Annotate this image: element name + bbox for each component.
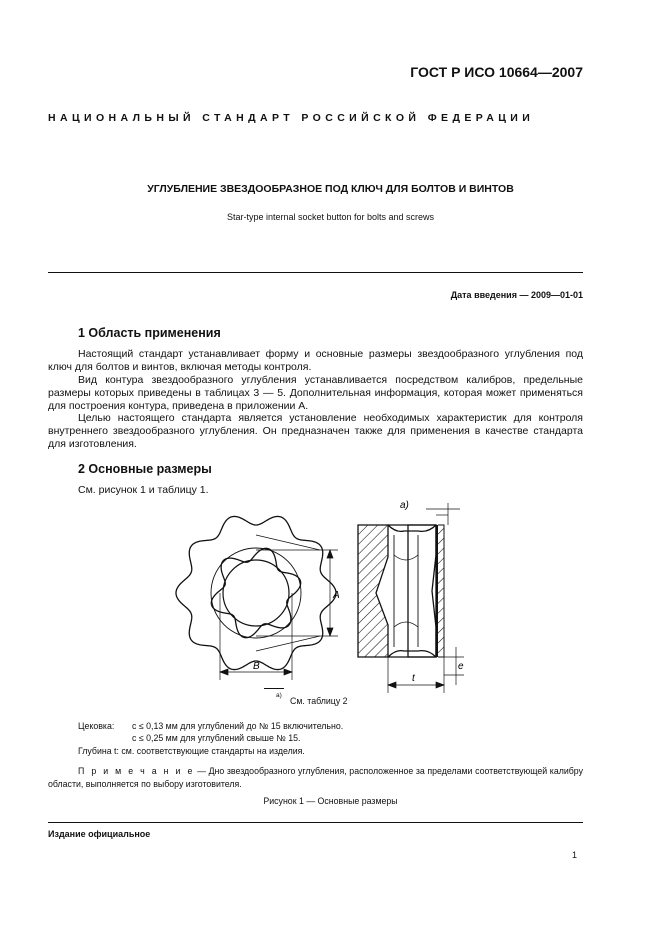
label-a-marker: a) [400,500,409,511]
footnote-mark: a) [276,692,282,699]
outer-circle-A [211,548,301,638]
edition-label: Издание официальное [48,829,151,839]
star-recess-outline [211,548,300,637]
dim-ext-bottom [256,636,320,651]
socket-section-view-drawing [348,495,468,695]
section-1-heading: 1 Область применения [78,326,221,340]
note-label: П р и м е ч а н и е [78,766,195,776]
label-A: A [333,590,340,601]
inner-circle-B [223,560,289,626]
countersink-label: Цековка: [78,721,115,731]
figure-note [48,765,583,791]
label-t: t [412,673,415,684]
label-e: e [458,661,464,672]
depth-line: Глубина t: см. соответствующие стандарты на изделия. [78,746,305,756]
label-B: B [253,661,260,672]
section-outline [388,525,436,657]
section-2-heading: 2 Основные размеры [78,462,212,476]
countersink-line-2: c ≤ 0,25 мм для углублений свыше № 15. [132,733,301,743]
footer-divider [48,822,583,823]
socket-top-view-drawing [170,505,360,690]
footnote-rule [264,688,284,689]
document-title: УГЛУБЛЕНИЕ ЗВЕЗДООБРАЗНОЕ ПОД КЛЮЧ ДЛЯ БОЛТОВ И ВИНТОВ [147,183,514,195]
scalloped-head-outline [176,516,336,669]
section-2-paragraph: См. рисунок 1 и таблицу 1. [78,484,209,496]
figure-caption: Рисунок 1 — Основные размеры [263,796,398,806]
note-text: — Дно звездообразного углубления, расположенное за пределами соответствующей калибру области, выполняется по выбору изготовителя. [48,766,583,789]
footnote-text: См. таблицу 2 [290,696,348,706]
title-divider [48,272,583,273]
page-number: 1 [571,850,577,860]
section-1-paragraph-1: Настоящий стандарт устанавливает форму и основные размеры звездообразного углубления под ключ для болтов и винтов, включая методы контроля. [48,348,583,373]
national-standard-heading: НАЦИОНАЛЬНЫЙ СТАНДАРТ РОССИЙСКОЙ ФЕДЕРАЦИИ [48,112,535,124]
introduction-date: Дата введения — 2009—01-01 [450,290,583,300]
document-code: ГОСТ Р ИСО 10664—2007 [410,64,583,80]
countersink-line-1: c ≤ 0,13 мм для углублений до № 15 включительно. [132,721,344,731]
document-title-english: Star-type internal socket button for bolts and screws [226,212,435,222]
section-1-paragraph-3: Целью настоящего стандарта является установление необходимых характеристик для контроля внутреннего звездообразного углубления. Он предназначен также для применения в качестве стандарта для изготовления. [48,412,583,450]
section-hatch-left [358,525,388,657]
section-1-paragraph-2: Вид контура звездообразного углубления устанавливается посредством калибров, предельные размеры которых приведены в таблицах 3 — 5. Дополнительная информация, которая может применяться для построения контура, приведена в приложении А. [48,374,583,412]
